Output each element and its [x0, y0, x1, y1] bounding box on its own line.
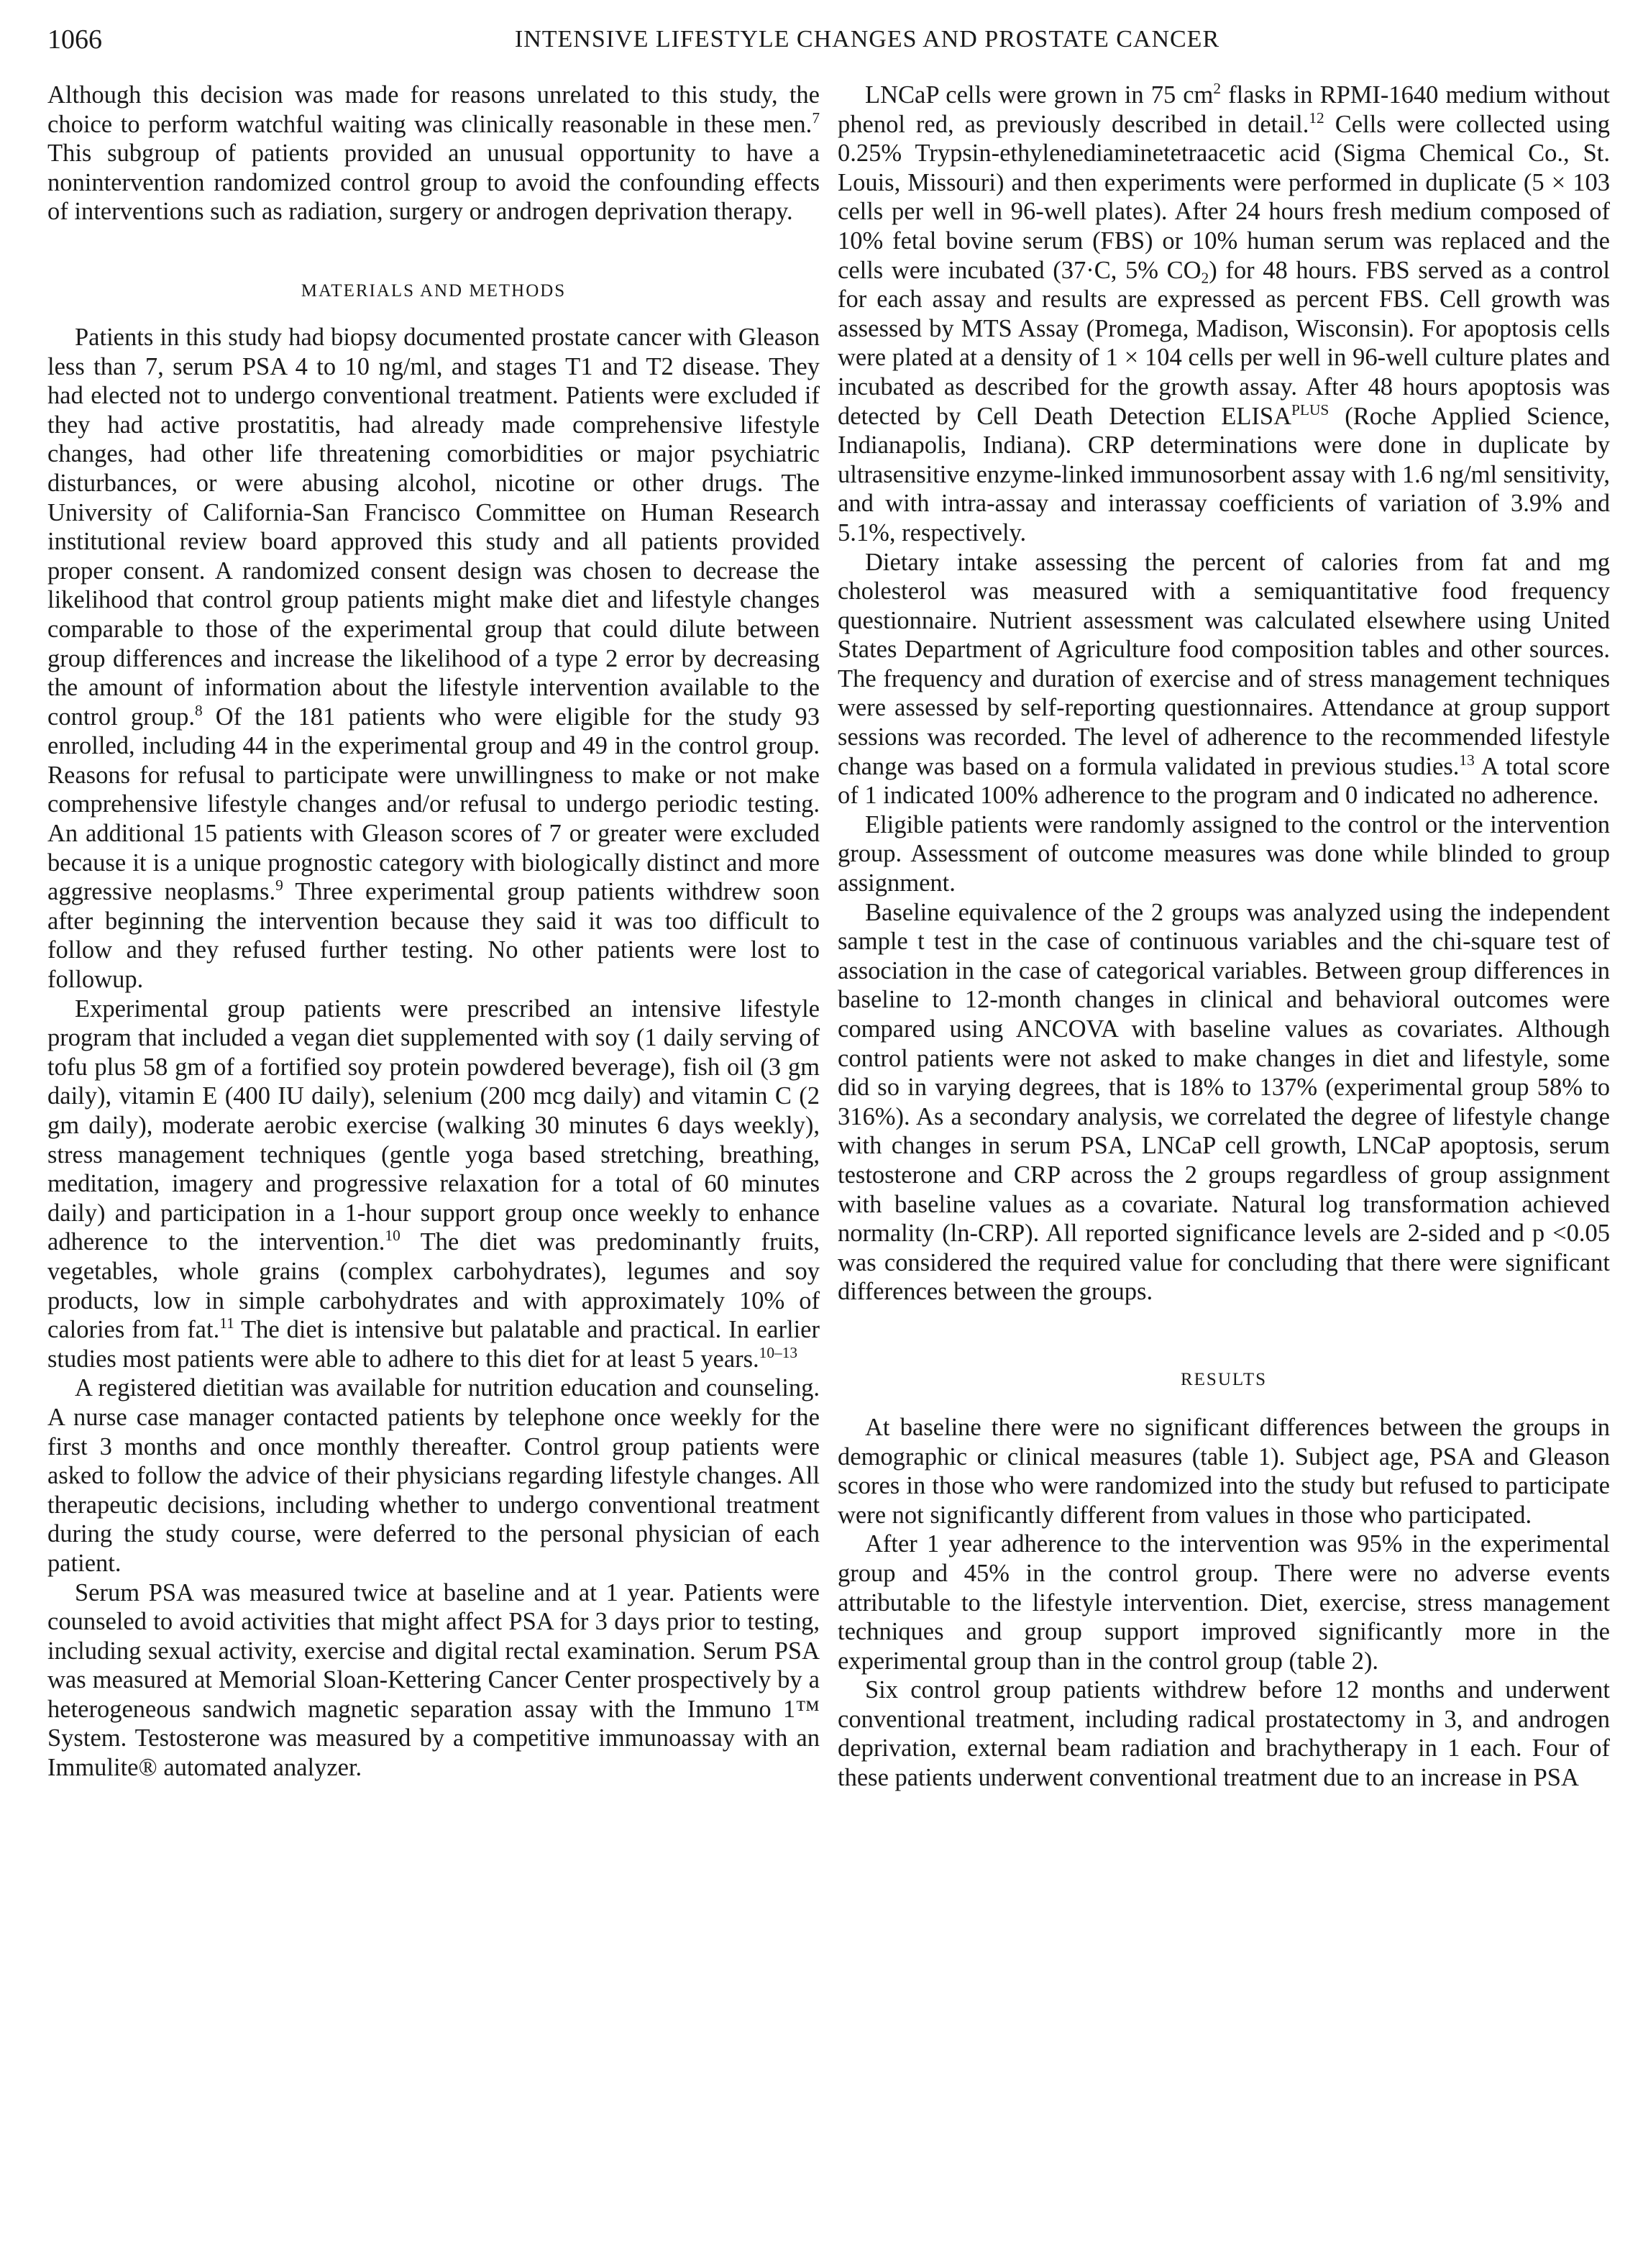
methods-paragraph-lncap: LNCaP cells were grown in 75 $cm^2$ flasks in RPMI-1640 medium without phenol red, as previously described in detail.$^{12}$ Cells were collected using 0.25% Trypsin-ethylenediaminetetraacetic acid (Sigma Chemical Co., St. Louis, Missouri) and then experiments were performed in duplicate (5 × 103 cells per well in 96-well plates). After 24 hours fresh medium composed of 10% fetal bovine serum (FBS) or 10% human serum was replaced and the cells were incubated (37·C, 5% $CO_2$) for 48 hours. FBS served as a control for each assay and results are expressed as percent FBS. Cell growth was assessed by MTS Assay (Promega, Madison, Wisconsin). For apoptosis cells were plated at a density of 1 × 104 cells per well in 96-well culture plates and incubated as described for the growth assay. After 48 hours apoptosis was detected by Cell Death Detection $ELISA^{PLUS}$ (Roche Applied Science, Indianapolis, Indiana). CRP determinations were done in duplicate by ultrasensitive enzyme-linked immunosorbent assay with 1.6 ng/ml sensitivity, and with intra-assay and interassay coefficients of variation of 3.9% and 5.1%, respectively. [838, 80, 1610, 547]
methods-paragraph-dietary-intake: Dietary intake assessing the percent of calories from fat and mg cholesterol was measured with a semiquantitative food frequency questionnaire. Nutrient assessment was calculated elsewhere using United States Department of Agriculture food composition tables and other sources. The frequency and duration of exercise and of stress management techniques were assessed by self-reporting questionnaires. Attendance at group support sessions was recorded. The level of adherence to the recommended lifestyle change was based on a formula validated in previous studies.$^{13}$ A total score of 1 indicated 100% adherence to the program and 0 indicated no adherence. [838, 548, 1610, 810]
methods-heading: MATERIALS AND METHODS [301, 280, 567, 301]
methods-paragraph-patients: Patients in this study had biopsy documented prostate cancer with Gleason less than 7, serum PSA 4 to 10 ng/ml, and stages T1 and T2 disease. They had elected not to undergo conventional treatment. Patients were excluded if they had active prostatitis, had already made comprehensive lifestyle changes, had other life threatening comorbidities or major psychiatric disturbances, or were abusing alcohol, nicotine or other drugs. The University of California-San Francisco Committee on Human Research institutional review board approved this study and all patients provided proper consent. A randomized consent design was chosen to decrease the likelihood that control group patients might make diet and lifestyle changes comparable to those of the experimental group that could dilute between group differences and increase the likelihood of a type 2 error by decreasing the amount of information about the lifestyle intervention available to the control group.$^8$ Of the 181 patients who were eligible for the study 93 enrolled, including 44 in the experimental group and 49 in the control group. Reasons for refusal to participate were unwillingness to make or not make comprehensive lifestyle changes and/or refusal to undergo periodic testing. An additional 15 patients with Gleason scores of 7 or greater were excluded because it is a unique prognostic category with biologically distinct and more aggressive neoplasms.$^9$ Three experimental group patients withdrew soon after beginning the intervention because they said it was too difficult to follow and they refused further testing. No other patients were lost to followup. [47, 323, 820, 994]
methods-paragraph-randomization: Eligible patients were randomly assigned to the control or the intervention group. Assessment of outcome measures was done while blinded to group assignment. [838, 810, 1610, 897]
methods-paragraph-psa: Serum PSA was measured twice at baseline and at 1 year. Patients were counseled to avoid activities that might affect PSA for 3 days prior to testing, including sexual activity, exercise and digital rectal examination. Serum PSA was measured at Memorial Sloan-Kettering Cancer Center prospectively by a heterogeneous sandwich magnetic separation assay with the Immuno 1™ System. Testosterone was measured by a competitive immunoassay with an Immulite® automated analyzer. [47, 1578, 820, 1782]
methods-paragraph-statistics: Baseline equivalence of the 2 groups was analyzed using the independent sample t test in the case of continuous variables and the chi-square test of association in the case of categorical variables. Between group differences in baseline to 12-month changes in clinical and behavioral outcomes were compared using ANCOVA with baseline values as covariates. Although control patients were not asked to make changes in diet and lifestyle, some did so in varying degrees, that is 18% to 137% (experimental group 58% to 316%). As a secondary analysis, we correlated the degree of lifestyle change with changes in serum PSA, LNCaP cell growth, LNCaP apoptosis, serum testosterone and CRP across the 2 groups regardless of group assignment with baseline values as a covariate. Natural log transformation achieved normality (ln-CRP). All reported significance levels are 2-sided and p <0.05 was considered the required value for concluding that there were significant differences between the groups. [838, 898, 1610, 1306]
methods-paragraph-dietitian: A registered dietitian was available for nutrition education and counseling. A nurse case manager contacted patients by telephone once weekly for the first 3 months and once monthly thereafter. Control group patients were asked to follow the advice of their physicians regarding lifestyle changes. All therapeutic decisions, including whether to undergo conventional treatment during the study course, were deferred to the personal physician of each patient. [47, 1374, 820, 1577]
running-title: INTENSIVE LIFESTYLE CHANGES AND PROSTATE CANCER [514, 26, 1220, 52]
results-heading: RESULTS [1180, 1369, 1268, 1389]
results-paragraph-withdrawals: Six control group patients withdrew before 12 months and underwent conventional treatment, including radical prostatectomy in 3, and androgen deprivation, external beam radiation and brachytherapy in 1 each. Four of these patients underwent conventional treatment due to an increase in PSA [838, 1676, 1610, 1792]
page-header [47, 22, 1601, 65]
results-paragraph-baseline: At baseline there were no significant differences between the groups in demographic or clinical measures (table 1). Subject age, PSA and Gleason scores in those who were randomized into the study but refused to participate were not significantly different from values in those who participated. [838, 1413, 1610, 1529]
right-column [838, 81, 1610, 1793]
left-column [47, 81, 820, 1783]
intro-paragraph: Although this decision was made for reasons unrelated to this study, the choice to perform watchful waiting was clinically reasonable in these men.$^7$ This subgroup of patients provided an unusual opportunity to have a nonintervention randomized control group to avoid the confounding effects of interventions such as radiation, surgery or androgen deprivation therapy. [47, 81, 820, 226]
methods-paragraph-intervention: Experimental group patients were prescribed an intensive lifestyle program that included a vegan diet supplemented with soy (1 daily serving of tofu plus 58 gm of a fortified soy protein powdered beverage), fish oil (3 gm daily), vitamin E (400 IU daily), selenium (200 mcg daily) and vitamin C (2 gm daily), moderate aerobic exercise (walking 30 minutes 6 days weekly), stress management techniques (gentle yoga based stretching, breathing, meditation, imagery and progressive relaxation for a total of 60 minutes daily) and participation in a 1-hour support group once weekly to enhance adherence to the intervention.$^{10}$ The diet was predominantly fruits, vegetables, whole grains (complex carbohydrates), legumes and soy products, low in simple carbohydrates and with approximately 10% of calories from fat.$^{11}$ The diet is intensive but palatable and practical. In earlier studies most patients were able to adhere to this diet for at least 5 years.$^{10-13}$ [47, 994, 820, 1373]
results-paragraph-adherence: After 1 year adherence to the intervention was 95% in the experimental group and 45% in the control group. There were no adverse events attributable to the lifestyle intervention. Diet, exercise, stress management techniques and group support improved significantly more in the experimental group than in the control group (table 2). [838, 1530, 1610, 1675]
page-number: 1066 [47, 24, 102, 55]
